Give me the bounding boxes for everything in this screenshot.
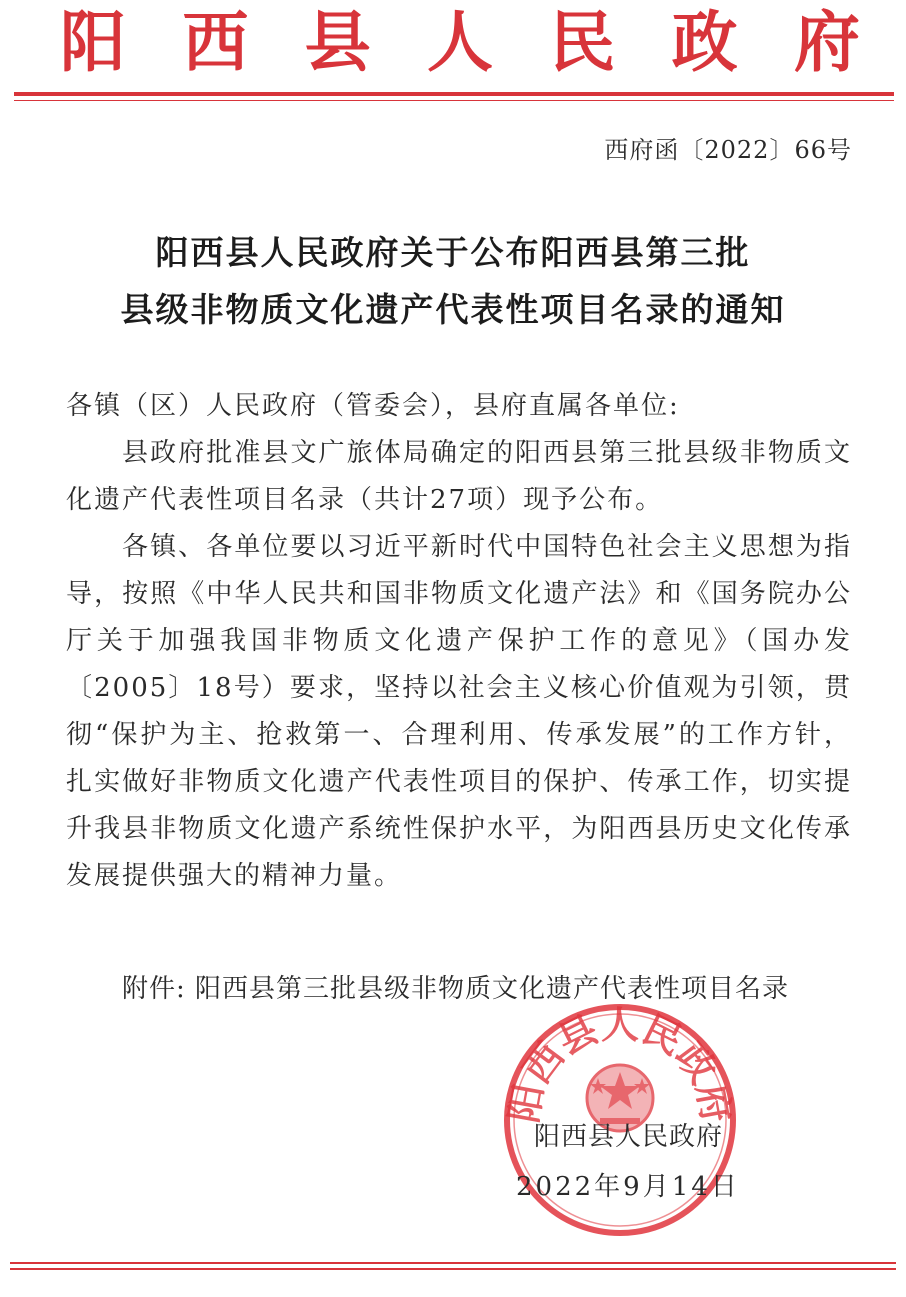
letterhead-char: 县 [304, 3, 371, 81]
letterhead-char: 西 [182, 3, 249, 81]
footer-divider-2 [10, 1268, 896, 1270]
salutation: 各镇（区）人民政府（管委会），县府直属各单位: [66, 391, 680, 421]
document-number: 西府函〔2022〕66号 [604, 136, 852, 164]
signature-org: 阳西县人民政府 [534, 1122, 724, 1152]
letterhead-char: 民 [549, 3, 616, 81]
attachment-line: 附件: 阳西县第三批县级非物质文化遗产代表性项目名录 [122, 974, 790, 1004]
document-title-line-1: 阳西县人民政府关于公布阳西县第三批 [155, 233, 751, 272]
body-paragraph-1: 县政府批准县文广旅体局确定的阳西县第三批县级非物质文化遗产代表性项目名录（共计27项）现予公布。 [66, 438, 852, 515]
signature-date: 2022年9月14日 [516, 1172, 740, 1202]
letterhead-char: 政 [671, 3, 738, 81]
letterhead-char: 人 [426, 3, 493, 81]
letterhead-divider-thin [14, 100, 894, 101]
letterhead-title [60, 2, 860, 82]
footer-divider-1 [10, 1262, 896, 1264]
seal-text: 阳西县人民政府 [500, 1002, 740, 1126]
letterhead-char: 府 [793, 3, 860, 81]
letterhead-divider-thick [14, 92, 894, 96]
document-title-line-2: 县级非物质文化遗产代表性项目名录的通知 [120, 290, 786, 329]
body-paragraph-2: 各镇、各单位要以习近平新时代中国特色社会主义思想为指导，按照《中华人民共和国非物质文化遗产法》和《国务院办公厅关于加强我国非物质文化遗产保护工作的意见》（国办发〔2005〕18号）要求，坚持以社会主义核心价值观为引领，贯彻“保护为主、抢救第一、合理利用、传承发展”的工作方针，扎实做好非物质文化遗产代表性项目的保护、传承工作，切实提升我县非物质文化遗产系统性保护水平，为阳西县历史文化传承发展提供强大的精神力量。 [66, 532, 852, 891]
letterhead-char: 阳 [60, 3, 126, 81]
